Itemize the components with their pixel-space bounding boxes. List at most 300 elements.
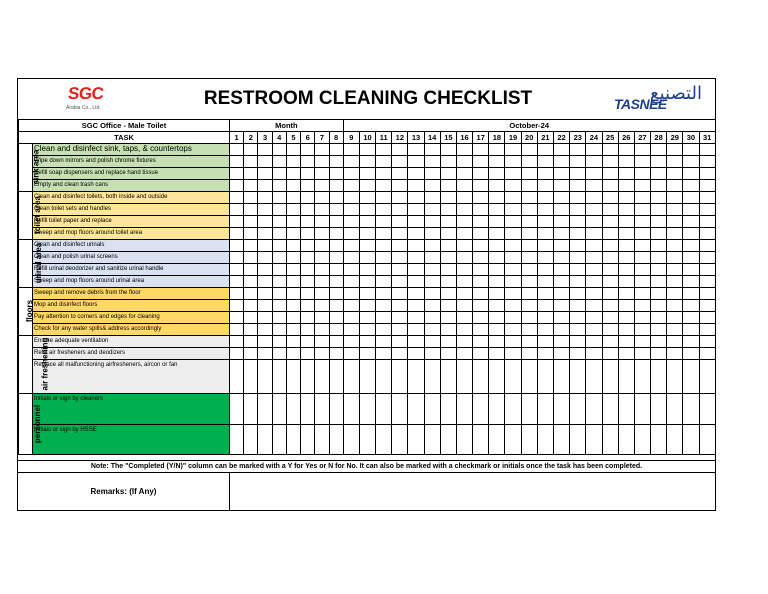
check-cell[interactable] <box>244 336 258 348</box>
check-cell[interactable] <box>272 252 286 264</box>
check-cell[interactable] <box>440 288 456 300</box>
check-cell[interactable] <box>244 324 258 336</box>
check-cell[interactable] <box>505 192 521 204</box>
check-cell[interactable] <box>473 360 489 394</box>
check-cell[interactable] <box>618 240 634 252</box>
check-cell[interactable] <box>586 348 602 360</box>
check-cell[interactable] <box>553 192 569 204</box>
check-cell[interactable] <box>230 156 244 168</box>
check-cell[interactable] <box>586 240 602 252</box>
check-cell[interactable] <box>272 348 286 360</box>
check-cell[interactable] <box>618 276 634 288</box>
check-cell[interactable] <box>301 300 315 312</box>
check-cell[interactable] <box>329 204 343 216</box>
check-cell[interactable] <box>586 204 602 216</box>
check-cell[interactable] <box>301 168 315 180</box>
check-cell[interactable] <box>699 228 715 240</box>
check-cell[interactable] <box>618 156 634 168</box>
check-cell[interactable] <box>230 228 244 240</box>
check-cell[interactable] <box>537 168 553 180</box>
check-cell[interactable] <box>489 324 505 336</box>
check-cell[interactable] <box>489 348 505 360</box>
check-cell[interactable] <box>473 348 489 360</box>
check-cell[interactable] <box>359 216 375 228</box>
check-cell[interactable] <box>618 424 634 455</box>
check-cell[interactable] <box>634 228 650 240</box>
check-cell[interactable] <box>424 204 440 216</box>
check-cell[interactable] <box>315 168 329 180</box>
check-cell[interactable] <box>634 168 650 180</box>
check-cell[interactable] <box>408 324 424 336</box>
check-cell[interactable] <box>473 324 489 336</box>
check-cell[interactable] <box>586 216 602 228</box>
check-cell[interactable] <box>586 252 602 264</box>
check-cell[interactable] <box>553 240 569 252</box>
check-cell[interactable] <box>315 252 329 264</box>
check-cell[interactable] <box>489 264 505 276</box>
check-cell[interactable] <box>618 228 634 240</box>
check-cell[interactable] <box>473 228 489 240</box>
check-cell[interactable] <box>244 144 258 156</box>
check-cell[interactable] <box>286 276 300 288</box>
check-cell[interactable] <box>699 240 715 252</box>
check-cell[interactable] <box>408 348 424 360</box>
check-cell[interactable] <box>392 348 408 360</box>
check-cell[interactable] <box>699 288 715 300</box>
check-cell[interactable] <box>359 252 375 264</box>
check-cell[interactable] <box>456 264 472 276</box>
check-cell[interactable] <box>258 216 272 228</box>
check-cell[interactable] <box>651 424 667 455</box>
check-cell[interactable] <box>699 180 715 192</box>
check-cell[interactable] <box>634 192 650 204</box>
check-cell[interactable] <box>376 336 392 348</box>
check-cell[interactable] <box>521 288 537 300</box>
check-cell[interactable] <box>651 240 667 252</box>
check-cell[interactable] <box>553 216 569 228</box>
check-cell[interactable] <box>618 312 634 324</box>
check-cell[interactable] <box>376 288 392 300</box>
check-cell[interactable] <box>586 288 602 300</box>
check-cell[interactable] <box>667 216 683 228</box>
check-cell[interactable] <box>667 156 683 168</box>
check-cell[interactable] <box>651 216 667 228</box>
check-cell[interactable] <box>244 240 258 252</box>
check-cell[interactable] <box>408 168 424 180</box>
check-cell[interactable] <box>699 156 715 168</box>
check-cell[interactable] <box>667 192 683 204</box>
check-cell[interactable] <box>272 300 286 312</box>
check-cell[interactable] <box>392 192 408 204</box>
check-cell[interactable] <box>424 288 440 300</box>
check-cell[interactable] <box>315 276 329 288</box>
check-cell[interactable] <box>301 424 315 455</box>
check-cell[interactable] <box>667 264 683 276</box>
check-cell[interactable] <box>286 324 300 336</box>
check-cell[interactable] <box>553 252 569 264</box>
check-cell[interactable] <box>553 424 569 455</box>
check-cell[interactable] <box>286 264 300 276</box>
check-cell[interactable] <box>473 424 489 455</box>
check-cell[interactable] <box>301 144 315 156</box>
check-cell[interactable] <box>505 360 521 394</box>
check-cell[interactable] <box>343 288 359 300</box>
check-cell[interactable] <box>258 324 272 336</box>
check-cell[interactable] <box>683 216 699 228</box>
check-cell[interactable] <box>392 168 408 180</box>
check-cell[interactable] <box>456 192 472 204</box>
check-cell[interactable] <box>651 204 667 216</box>
check-cell[interactable] <box>602 228 618 240</box>
check-cell[interactable] <box>651 394 667 425</box>
check-cell[interactable] <box>521 348 537 360</box>
check-cell[interactable] <box>408 192 424 204</box>
check-cell[interactable] <box>244 216 258 228</box>
check-cell[interactable] <box>537 348 553 360</box>
check-cell[interactable] <box>537 156 553 168</box>
check-cell[interactable] <box>376 252 392 264</box>
check-cell[interactable] <box>392 216 408 228</box>
check-cell[interactable] <box>244 180 258 192</box>
check-cell[interactable] <box>602 360 618 394</box>
check-cell[interactable] <box>359 168 375 180</box>
check-cell[interactable] <box>667 424 683 455</box>
check-cell[interactable] <box>570 156 586 168</box>
check-cell[interactable] <box>570 348 586 360</box>
check-cell[interactable] <box>343 276 359 288</box>
check-cell[interactable] <box>667 336 683 348</box>
check-cell[interactable] <box>258 276 272 288</box>
check-cell[interactable] <box>343 168 359 180</box>
check-cell[interactable] <box>343 360 359 394</box>
check-cell[interactable] <box>424 336 440 348</box>
check-cell[interactable] <box>376 394 392 425</box>
check-cell[interactable] <box>376 192 392 204</box>
check-cell[interactable] <box>602 348 618 360</box>
check-cell[interactable] <box>440 300 456 312</box>
check-cell[interactable] <box>315 424 329 455</box>
check-cell[interactable] <box>505 144 521 156</box>
check-cell[interactable] <box>230 288 244 300</box>
check-cell[interactable] <box>586 394 602 425</box>
check-cell[interactable] <box>230 348 244 360</box>
check-cell[interactable] <box>258 300 272 312</box>
check-cell[interactable] <box>440 336 456 348</box>
check-cell[interactable] <box>272 228 286 240</box>
check-cell[interactable] <box>376 204 392 216</box>
check-cell[interactable] <box>286 240 300 252</box>
check-cell[interactable] <box>586 264 602 276</box>
check-cell[interactable] <box>570 180 586 192</box>
check-cell[interactable] <box>683 288 699 300</box>
check-cell[interactable] <box>683 276 699 288</box>
check-cell[interactable] <box>634 240 650 252</box>
check-cell[interactable] <box>489 180 505 192</box>
check-cell[interactable] <box>473 394 489 425</box>
check-cell[interactable] <box>440 204 456 216</box>
check-cell[interactable] <box>315 240 329 252</box>
check-cell[interactable] <box>618 300 634 312</box>
check-cell[interactable] <box>230 424 244 455</box>
check-cell[interactable] <box>315 336 329 348</box>
check-cell[interactable] <box>424 180 440 192</box>
check-cell[interactable] <box>440 424 456 455</box>
check-cell[interactable] <box>618 144 634 156</box>
check-cell[interactable] <box>286 336 300 348</box>
check-cell[interactable] <box>699 394 715 425</box>
check-cell[interactable] <box>473 336 489 348</box>
check-cell[interactable] <box>553 348 569 360</box>
check-cell[interactable] <box>343 312 359 324</box>
check-cell[interactable] <box>473 264 489 276</box>
check-cell[interactable] <box>424 192 440 204</box>
check-cell[interactable] <box>329 394 343 425</box>
check-cell[interactable] <box>602 264 618 276</box>
check-cell[interactable] <box>699 348 715 360</box>
check-cell[interactable] <box>634 324 650 336</box>
check-cell[interactable] <box>258 348 272 360</box>
check-cell[interactable] <box>553 360 569 394</box>
check-cell[interactable] <box>343 252 359 264</box>
check-cell[interactable] <box>651 180 667 192</box>
check-cell[interactable] <box>408 288 424 300</box>
check-cell[interactable] <box>359 276 375 288</box>
check-cell[interactable] <box>258 240 272 252</box>
check-cell[interactable] <box>315 300 329 312</box>
check-cell[interactable] <box>456 228 472 240</box>
check-cell[interactable] <box>570 288 586 300</box>
check-cell[interactable] <box>272 360 286 394</box>
check-cell[interactable] <box>667 204 683 216</box>
check-cell[interactable] <box>329 156 343 168</box>
check-cell[interactable] <box>408 216 424 228</box>
check-cell[interactable] <box>258 144 272 156</box>
check-cell[interactable] <box>699 168 715 180</box>
check-cell[interactable] <box>570 228 586 240</box>
check-cell[interactable] <box>329 168 343 180</box>
check-cell[interactable] <box>667 240 683 252</box>
check-cell[interactable] <box>376 180 392 192</box>
check-cell[interactable] <box>424 394 440 425</box>
check-cell[interactable] <box>505 264 521 276</box>
check-cell[interactable] <box>272 180 286 192</box>
check-cell[interactable] <box>244 204 258 216</box>
check-cell[interactable] <box>602 192 618 204</box>
check-cell[interactable] <box>586 156 602 168</box>
check-cell[interactable] <box>570 312 586 324</box>
check-cell[interactable] <box>272 168 286 180</box>
check-cell[interactable] <box>359 324 375 336</box>
check-cell[interactable] <box>521 324 537 336</box>
check-cell[interactable] <box>521 180 537 192</box>
check-cell[interactable] <box>392 276 408 288</box>
check-cell[interactable] <box>230 240 244 252</box>
check-cell[interactable] <box>586 180 602 192</box>
check-cell[interactable] <box>258 192 272 204</box>
check-cell[interactable] <box>440 156 456 168</box>
check-cell[interactable] <box>634 216 650 228</box>
check-cell[interactable] <box>315 156 329 168</box>
check-cell[interactable] <box>392 144 408 156</box>
check-cell[interactable] <box>286 180 300 192</box>
check-cell[interactable] <box>634 288 650 300</box>
check-cell[interactable] <box>651 252 667 264</box>
check-cell[interactable] <box>521 204 537 216</box>
check-cell[interactable] <box>618 336 634 348</box>
check-cell[interactable] <box>537 312 553 324</box>
check-cell[interactable] <box>408 394 424 425</box>
check-cell[interactable] <box>521 192 537 204</box>
check-cell[interactable] <box>505 228 521 240</box>
check-cell[interactable] <box>634 360 650 394</box>
check-cell[interactable] <box>392 300 408 312</box>
check-cell[interactable] <box>553 204 569 216</box>
check-cell[interactable] <box>473 216 489 228</box>
check-cell[interactable] <box>272 216 286 228</box>
check-cell[interactable] <box>329 288 343 300</box>
check-cell[interactable] <box>634 144 650 156</box>
check-cell[interactable] <box>301 192 315 204</box>
check-cell[interactable] <box>244 264 258 276</box>
check-cell[interactable] <box>553 336 569 348</box>
check-cell[interactable] <box>392 240 408 252</box>
check-cell[interactable] <box>553 156 569 168</box>
check-cell[interactable] <box>505 204 521 216</box>
check-cell[interactable] <box>440 168 456 180</box>
check-cell[interactable] <box>315 204 329 216</box>
check-cell[interactable] <box>424 276 440 288</box>
check-cell[interactable] <box>408 156 424 168</box>
check-cell[interactable] <box>570 264 586 276</box>
check-cell[interactable] <box>456 424 472 455</box>
check-cell[interactable] <box>315 312 329 324</box>
check-cell[interactable] <box>489 216 505 228</box>
check-cell[interactable] <box>408 240 424 252</box>
check-cell[interactable] <box>537 360 553 394</box>
check-cell[interactable] <box>424 144 440 156</box>
check-cell[interactable] <box>537 216 553 228</box>
check-cell[interactable] <box>537 240 553 252</box>
check-cell[interactable] <box>343 424 359 455</box>
check-cell[interactable] <box>602 204 618 216</box>
check-cell[interactable] <box>537 192 553 204</box>
check-cell[interactable] <box>473 144 489 156</box>
check-cell[interactable] <box>537 288 553 300</box>
check-cell[interactable] <box>537 144 553 156</box>
check-cell[interactable] <box>359 264 375 276</box>
check-cell[interactable] <box>230 360 244 394</box>
check-cell[interactable] <box>521 216 537 228</box>
check-cell[interactable] <box>230 394 244 425</box>
check-cell[interactable] <box>505 276 521 288</box>
check-cell[interactable] <box>440 394 456 425</box>
check-cell[interactable] <box>473 288 489 300</box>
check-cell[interactable] <box>489 240 505 252</box>
check-cell[interactable] <box>651 144 667 156</box>
check-cell[interactable] <box>602 216 618 228</box>
check-cell[interactable] <box>329 216 343 228</box>
check-cell[interactable] <box>286 288 300 300</box>
check-cell[interactable] <box>537 204 553 216</box>
check-cell[interactable] <box>329 228 343 240</box>
check-cell[interactable] <box>329 192 343 204</box>
check-cell[interactable] <box>667 394 683 425</box>
check-cell[interactable] <box>521 228 537 240</box>
check-cell[interactable] <box>286 168 300 180</box>
check-cell[interactable] <box>392 180 408 192</box>
check-cell[interactable] <box>359 204 375 216</box>
check-cell[interactable] <box>570 424 586 455</box>
check-cell[interactable] <box>553 180 569 192</box>
check-cell[interactable] <box>376 348 392 360</box>
check-cell[interactable] <box>473 192 489 204</box>
check-cell[interactable] <box>586 144 602 156</box>
check-cell[interactable] <box>230 168 244 180</box>
check-cell[interactable] <box>570 360 586 394</box>
check-cell[interactable] <box>602 144 618 156</box>
check-cell[interactable] <box>586 336 602 348</box>
check-cell[interactable] <box>699 324 715 336</box>
check-cell[interactable] <box>473 156 489 168</box>
check-cell[interactable] <box>343 228 359 240</box>
check-cell[interactable] <box>505 300 521 312</box>
check-cell[interactable] <box>272 336 286 348</box>
check-cell[interactable] <box>440 276 456 288</box>
check-cell[interactable] <box>553 300 569 312</box>
check-cell[interactable] <box>634 252 650 264</box>
check-cell[interactable] <box>651 264 667 276</box>
check-cell[interactable] <box>683 348 699 360</box>
check-cell[interactable] <box>553 228 569 240</box>
check-cell[interactable] <box>651 360 667 394</box>
check-cell[interactable] <box>505 180 521 192</box>
check-cell[interactable] <box>359 336 375 348</box>
check-cell[interactable] <box>408 144 424 156</box>
check-cell[interactable] <box>244 252 258 264</box>
check-cell[interactable] <box>230 252 244 264</box>
check-cell[interactable] <box>392 252 408 264</box>
check-cell[interactable] <box>301 360 315 394</box>
check-cell[interactable] <box>329 264 343 276</box>
check-cell[interactable] <box>359 360 375 394</box>
check-cell[interactable] <box>424 168 440 180</box>
check-cell[interactable] <box>521 312 537 324</box>
check-cell[interactable] <box>359 348 375 360</box>
check-cell[interactable] <box>473 300 489 312</box>
check-cell[interactable] <box>667 228 683 240</box>
check-cell[interactable] <box>301 204 315 216</box>
check-cell[interactable] <box>473 312 489 324</box>
check-cell[interactable] <box>272 288 286 300</box>
check-cell[interactable] <box>683 144 699 156</box>
check-cell[interactable] <box>667 312 683 324</box>
check-cell[interactable] <box>683 360 699 394</box>
remarks-field[interactable] <box>230 473 715 510</box>
check-cell[interactable] <box>359 312 375 324</box>
check-cell[interactable] <box>408 252 424 264</box>
check-cell[interactable] <box>392 424 408 455</box>
check-cell[interactable] <box>505 252 521 264</box>
check-cell[interactable] <box>230 300 244 312</box>
check-cell[interactable] <box>286 228 300 240</box>
check-cell[interactable] <box>424 252 440 264</box>
check-cell[interactable] <box>359 192 375 204</box>
check-cell[interactable] <box>537 228 553 240</box>
check-cell[interactable] <box>651 192 667 204</box>
check-cell[interactable] <box>329 144 343 156</box>
check-cell[interactable] <box>489 360 505 394</box>
check-cell[interactable] <box>683 168 699 180</box>
